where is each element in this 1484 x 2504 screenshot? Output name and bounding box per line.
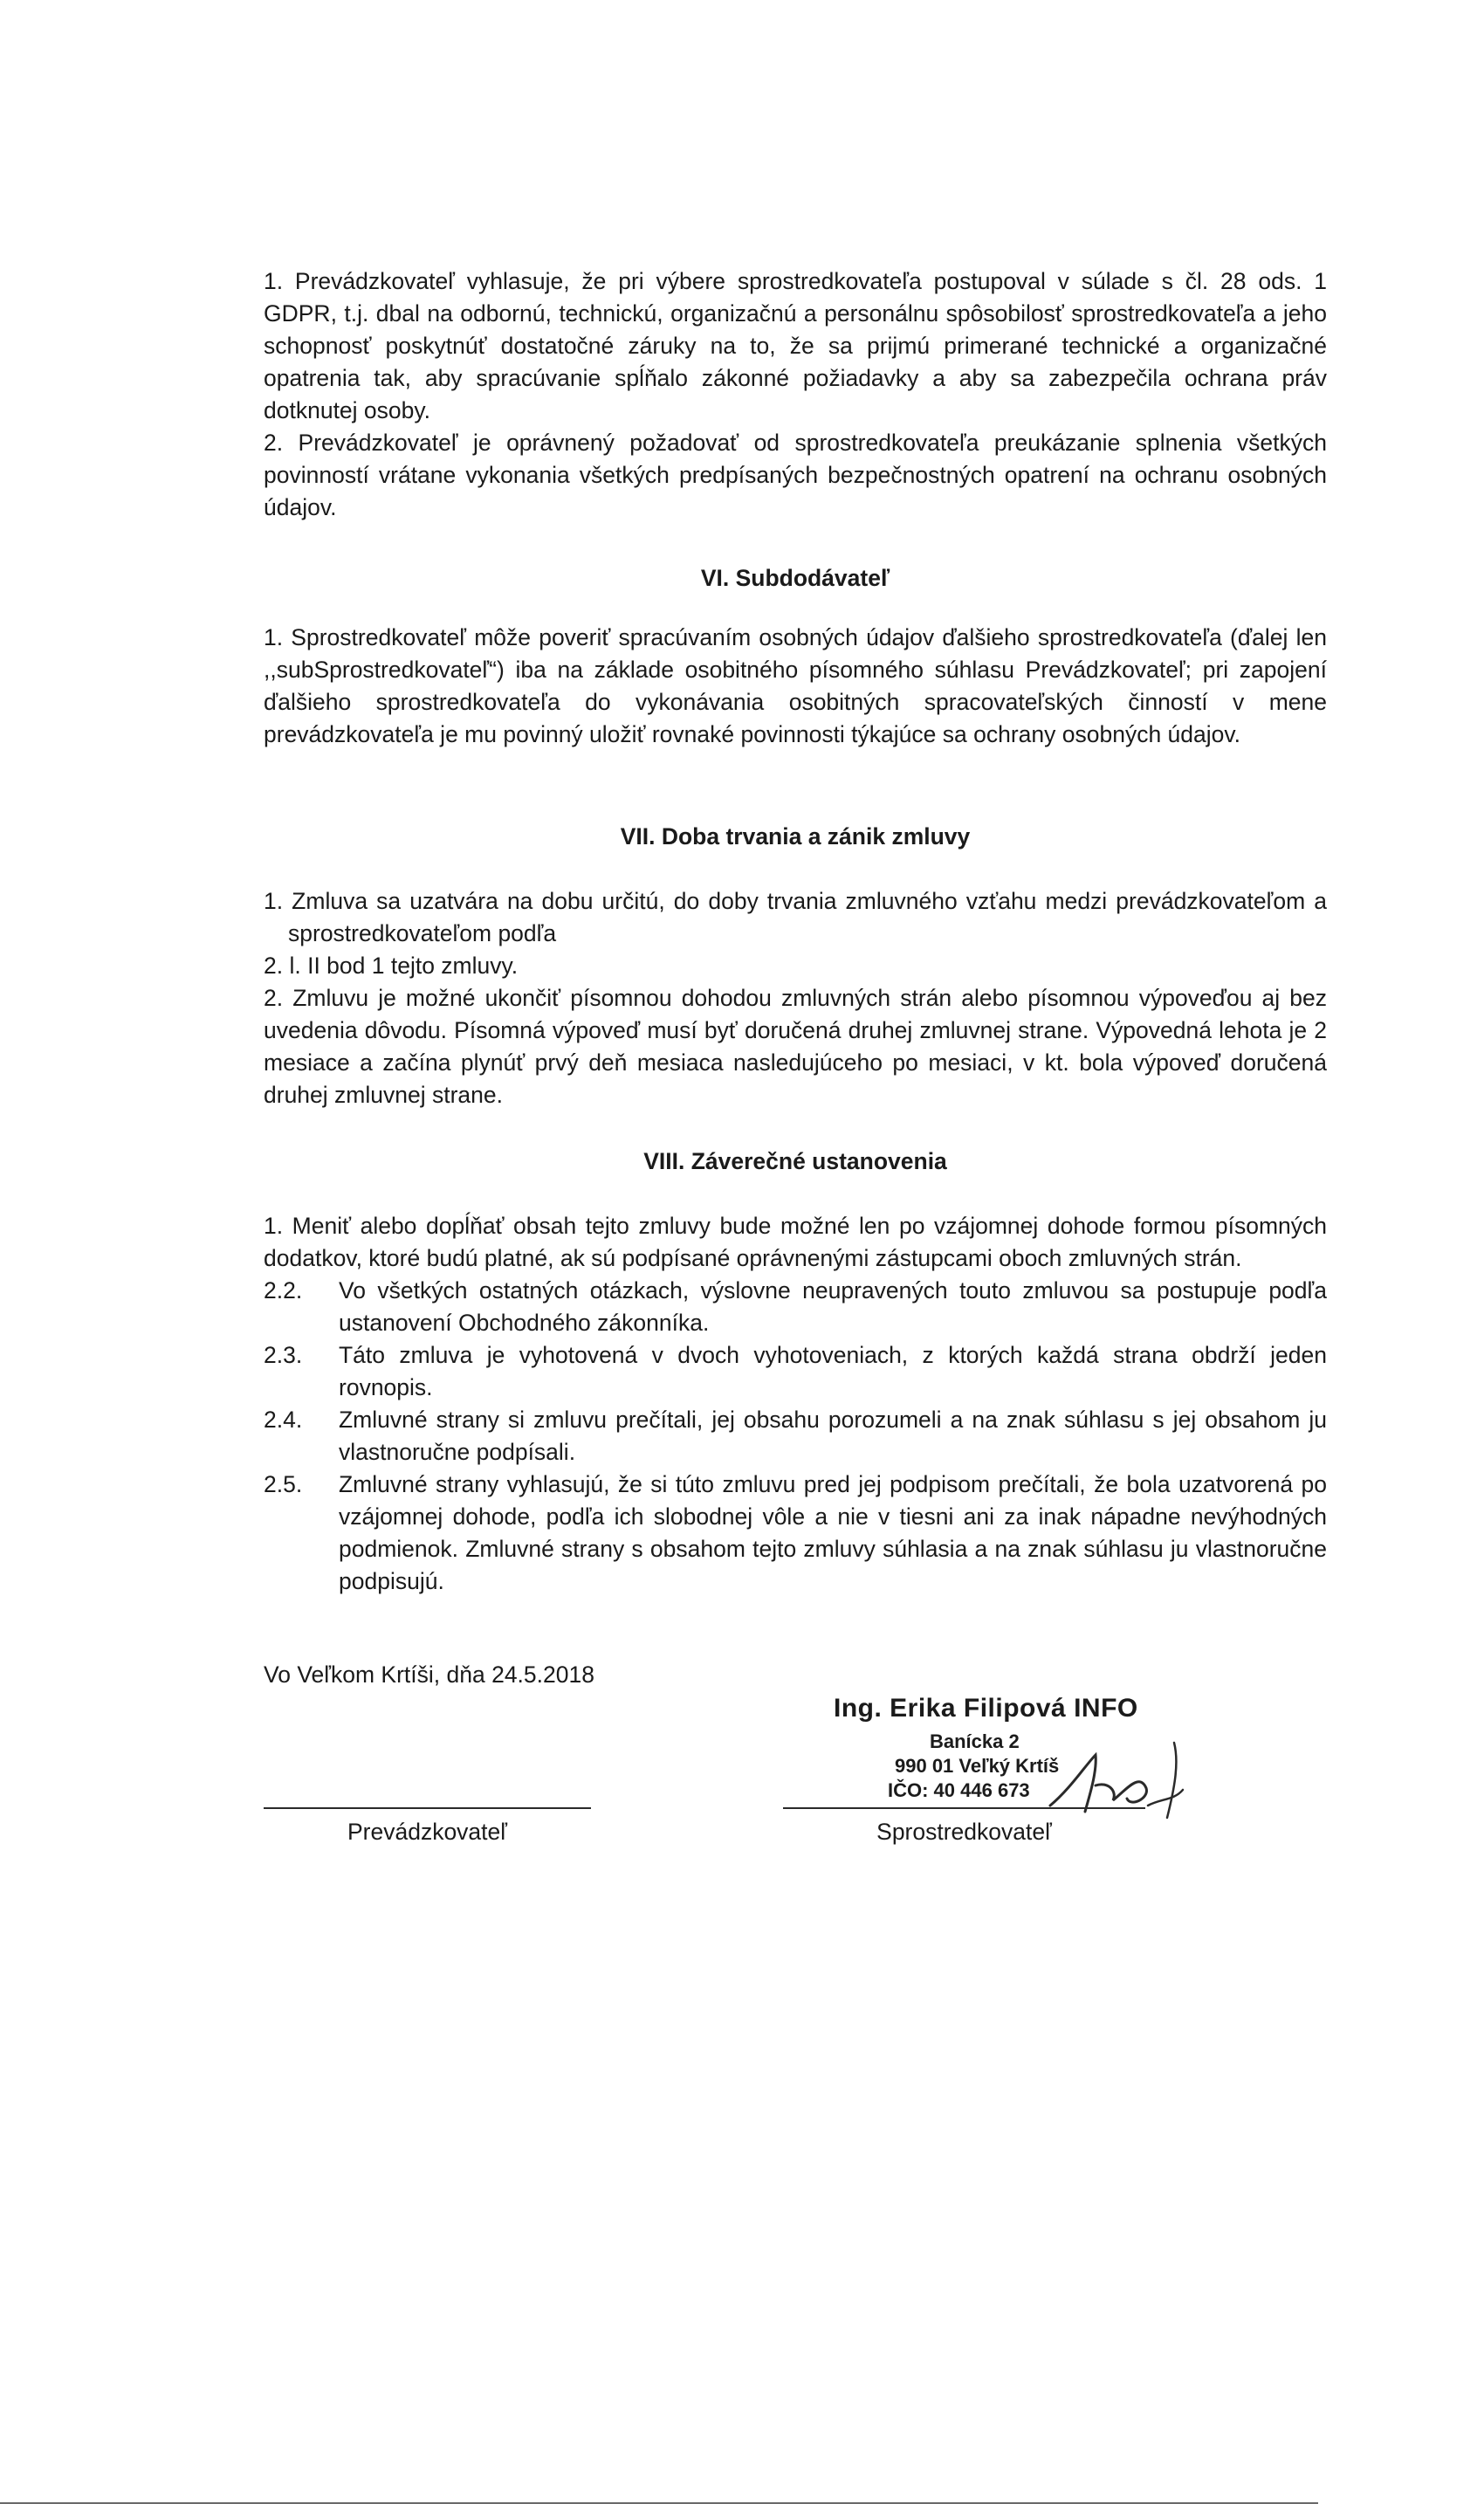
list-item [264,1404,1327,1469]
section-vii-body [264,885,1327,1111]
signature-line-left [264,1807,591,1809]
signature-label-operator: Prevádzkovateľ [347,1819,507,1845]
section-vii-paragraph-1: 1. Zmluva sa uzatvára na dobu určitú, do doby trvania zmluvného vzťahu medzi prevádzkovateľom a sprostredkovateľom podľa [264,888,1327,946]
stamp-city: 990 01 Veľký Krtíš [895,1755,1060,1777]
place-date: Vo Veľkom Krtíši, dňa 24.5.2018 [264,1661,594,1688]
list-item-text: Zmluvné strany si zmluvu prečítali, jej obsahu porozumeli a na znak súhlasu s jej obsahom ju vlastnoručne podpísali. [339,1407,1327,1465]
section-vii-paragraph-2: 2. Zmluvu je možné ukončiť písomnou dohodou zmluvných strán alebo písomnou výpoveďou aj bez uvedenia dôvodu. Písomná výpoveď musí byť doručená druhej zmluvnej strane. Výpovedná lehota je 2 mesiace a začína plynúť prvý deň mesiaca nasledujúceho po mesiaci, v kt. bola výpoveď doručená druhej zmluvnej strane. [264,985,1327,1108]
list-item [264,1275,1327,1339]
signature-line-right [783,1807,1145,1809]
list-item-number: 2.3. [264,1342,303,1368]
list-item-text: Vo všetkých ostatných otázkach, výslovne neupravených touto zmluvou sa postupuje podľa ustanovení Obchodného zákonníka. [339,1277,1327,1336]
section-v-paragraph-2: 2. Prevádzkovateľ je oprávnený požadovať od sprostredkovateľa preukázanie splnenia všetkých povinností vrátane vykonania všetkých predpísaných bezpečnostných opatrení na ochranu osobných údajov. [264,430,1327,520]
section-vi-heading: VI. Subdodávateľ [700,565,890,591]
stamp-street: Banícka 2 [930,1730,1020,1752]
list-item-number: 2.4. [264,1407,303,1433]
list-item-number: 2.2. [264,1277,303,1304]
stamp-ico: IČO: 40 446 673 [888,1779,1030,1801]
section-vi-body [264,622,1327,751]
list-item-text: Táto zmluva je vyhotovená v dvoch vyhotoveniach, z ktorých každá strana obdrží jeden rovnopis. [339,1342,1327,1400]
section-viii-heading: VIII. Záverečné ustanovenia [643,1148,947,1174]
stamp-name: Ing. Erika Filipová INFO [834,1694,1138,1723]
list-item [264,1469,1327,1598]
section-v-body [264,265,1327,524]
section-viii-body [264,1210,1327,1598]
section-viii-paragraph-1: 1. Meniť alebo dopĺňať obsah tejto zmluvy bude možné len po vzájomnej dohode formou písomných dodatkov, ktoré budú platné, ak sú podpísané oprávnenými zástupcami oboch zmluvných strán. [264,1213,1327,1271]
signature-label-processor: Sprostredkovateľ [876,1819,1052,1845]
section-vii-paragraph-1b: 2. l. II bod 1 tejto zmluvy. [264,953,519,979]
list-item-text: Zmluvné strany vyhlasujú, že si túto zmluvu pred jej podpisom prečítali, že bola uzatvorená po vzájomnej dohode, podľa ich slobodnej vôle a nie v tiesni ani za inak nápadne nevýhodných podmienok. Zmluvné strany s obsahom tejto zmluvy súhlasia a na znak súhlasu ju vlastnoručne podpisujú. [339,1471,1327,1594]
section-vii-heading: VII. Doba trvania a zánik zmluvy [620,823,971,850]
section-v-paragraph-1: 1. Prevádzkovateľ vyhlasuje, že pri výbere sprostredkovateľa postupoval v súlade s čl. 28 ods. 1 GDPR, t.j. dbal na odbornú, technickú, organizačnú a personálnu spôsobilosť sprostredkovateľa a jeho schopnosť poskytnúť dostatočné záruky na to, že sa prijmú primerané technické a organizačné opatrenia tak, aby spracúvanie spĺňalo zákonné požiadavky a aby sa zabezpečila ochrana práv dotknutej osoby. [264,268,1327,423]
list-item-number: 2.5. [264,1471,303,1497]
section-vi-paragraph-1: 1. Sprostredkovateľ môže poveriť spracúvaním osobných údajov ďalšieho sprostredkovateľa (ďalej len ,,subSprostredkovateľ“) iba na základe osobitného písomného súhlasu Prevádzkovateľ; pri zapojení ďalšieho sprostredkovateľa do vykonávania osobitných spracovateľských činností v mene prevádzkovateľa je mu povinný uložiť rovnaké povinnosti týkajúce sa ochrany osobných údajov. [264,624,1327,747]
list-item [264,1339,1327,1404]
